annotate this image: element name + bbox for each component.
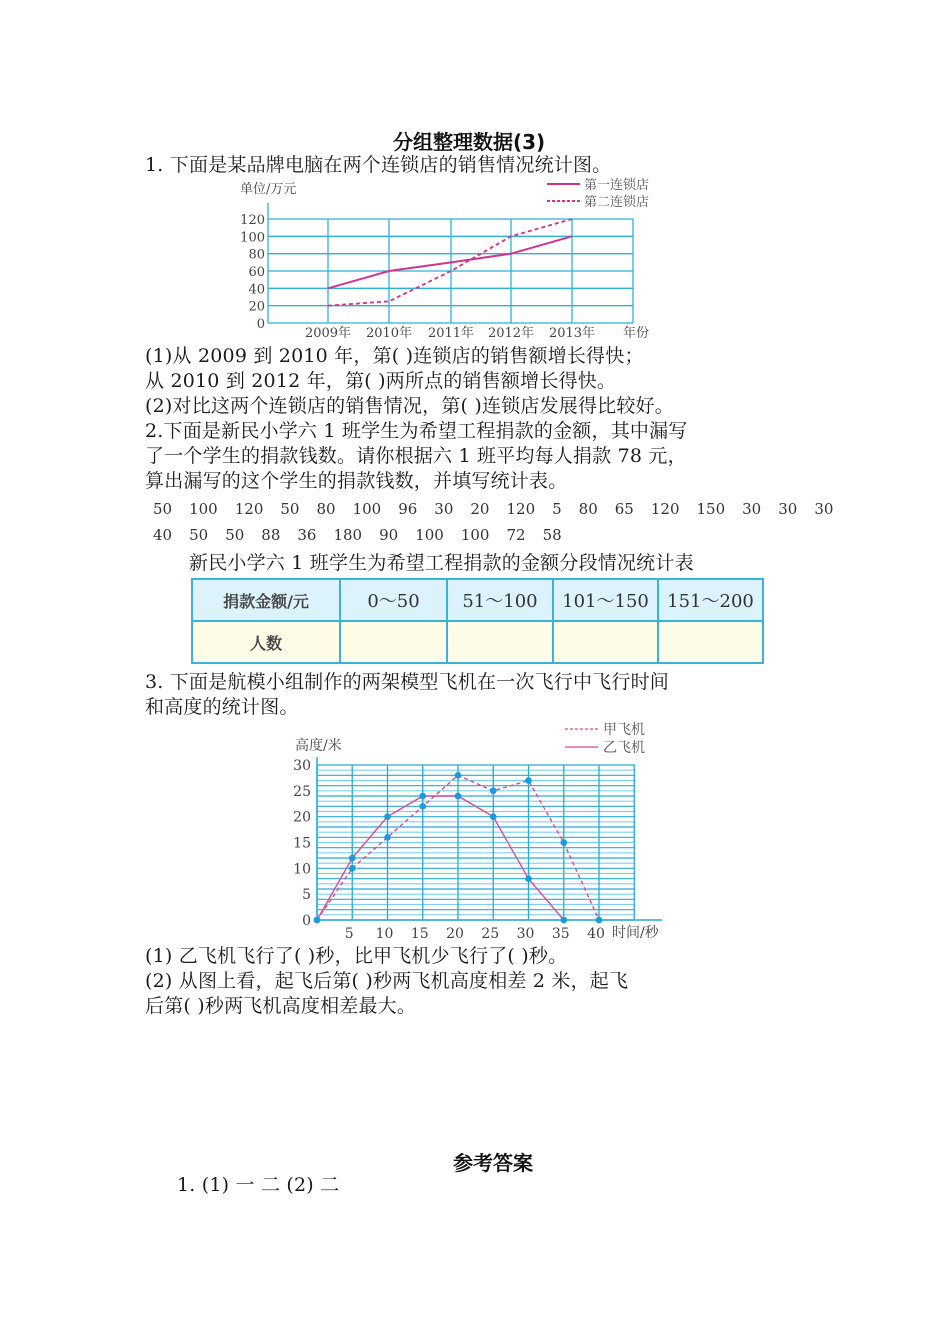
donation-value: 120: [234, 500, 264, 518]
page-title: 分组整理数据(3): [393, 130, 546, 154]
donation-value: 80: [316, 500, 336, 518]
chart2-legend: [565, 721, 645, 756]
donation-value: 72: [506, 526, 526, 544]
donation-value: 50: [225, 526, 245, 544]
donation-values-row2: [153, 526, 579, 544]
donation-value: 120: [506, 500, 536, 518]
table-title: 新民小学六 1 班学生为希望工程捐款的金额分段情况统计表: [189, 552, 694, 574]
donation-value: 30: [434, 500, 454, 518]
q2-stem-line3: 算出漏写的这个学生的捐款钱数，并填写统计表。: [145, 470, 568, 492]
svg-text:30: 30: [516, 926, 535, 942]
row-label-cell: 人数: [192, 621, 340, 663]
donation-value: 150: [696, 500, 726, 518]
svg-text:时间/秒: 时间/秒: [612, 925, 659, 941]
count-cell[interactable]: [553, 621, 658, 663]
svg-text:2013年: 2013年: [548, 326, 596, 341]
donation-value: 100: [415, 526, 444, 544]
donation-value: 90: [379, 526, 399, 544]
donation-value: 96: [398, 500, 418, 518]
donation-value: 58: [542, 526, 562, 544]
range-cell: 151～200: [658, 579, 763, 621]
svg-text:40: 40: [587, 926, 605, 942]
svg-text:40: 40: [248, 282, 265, 298]
donation-value: 100: [189, 500, 218, 518]
chart1-lines: [328, 219, 572, 306]
svg-text:15: 15: [293, 835, 311, 852]
header-label-cell: 捐款金额/元: [192, 579, 340, 621]
donation-value: 80: [578, 500, 598, 518]
svg-text:第二连锁店: 第二连锁店: [584, 195, 650, 210]
donation-value: 36: [297, 526, 317, 544]
svg-text:高度/米: 高度/米: [295, 738, 342, 754]
svg-text:第一连锁店: 第一连锁店: [584, 178, 650, 193]
svg-text:2009年: 2009年: [304, 326, 352, 341]
donation-value: 88: [261, 526, 281, 544]
q2-stem-line1: 2.下面是新民小学六 1 班学生为希望工程捐款的金额，其中漏写: [145, 420, 688, 442]
svg-text:0: 0: [256, 317, 265, 332]
svg-text:20: 20: [248, 299, 265, 315]
q1-sub1-line2: 从 2010 到 2012 年，第( )两所点的销售额增长得快。: [145, 370, 617, 392]
donation-stat-table: [191, 578, 764, 664]
svg-text:15: 15: [410, 926, 429, 942]
donation-value: 40: [153, 526, 173, 544]
svg-text:0: 0: [302, 913, 311, 929]
flight-line-chart: [285, 715, 675, 945]
svg-text:35: 35: [551, 926, 570, 942]
svg-text:5: 5: [344, 926, 354, 942]
donation-value: 30: [814, 500, 834, 518]
svg-text:25: 25: [293, 783, 311, 800]
donation-value: 30: [778, 500, 798, 518]
range-cell: 51～100: [447, 579, 553, 621]
donation-value: 30: [742, 500, 762, 518]
donation-value: 100: [460, 526, 490, 544]
q3-sub1: (1) 乙飞机飞行了( )秒，比甲飞机少飞行了( )秒。: [145, 945, 568, 967]
svg-text:10: 10: [293, 861, 311, 878]
svg-text:25: 25: [481, 926, 500, 942]
q1-sub1-line1: (1)从 2009 到 2010 年，第( )连锁店的销售额增长得快；: [145, 345, 644, 367]
range-cell: 101～150: [553, 579, 658, 621]
svg-text:120: 120: [240, 213, 265, 228]
q3-sub2-line2: 后第( )秒两飞机高度相差最大。: [145, 995, 417, 1017]
svg-text:30: 30: [293, 758, 311, 774]
chart2-labels: [293, 737, 660, 942]
svg-text:乙飞机: 乙飞机: [603, 740, 645, 756]
q3-stem-line2: 和高度的统计图。: [145, 696, 299, 718]
donation-value: 50: [153, 500, 173, 518]
svg-text:100: 100: [240, 230, 265, 246]
count-cell[interactable]: [340, 621, 447, 663]
chart1-legend: [547, 177, 649, 210]
sales-line-chart: [230, 172, 670, 344]
donation-value: 50: [280, 500, 300, 518]
count-cell[interactable]: [658, 621, 763, 663]
svg-text:80: 80: [248, 247, 265, 263]
table-header-row: [192, 579, 763, 621]
donation-value: 5: [552, 500, 562, 518]
series-line: [328, 236, 572, 288]
svg-text:2010年: 2010年: [365, 326, 413, 341]
svg-text:2011年: 2011年: [427, 326, 475, 341]
q3-sub2-line1: (2) 从图上看，起飞后第( )秒两飞机高度相差 2 米，起飞: [145, 970, 629, 992]
svg-text:20: 20: [293, 809, 311, 826]
count-cell[interactable]: [447, 621, 553, 663]
svg-text:2012年: 2012年: [487, 326, 535, 341]
donation-value: 180: [333, 526, 363, 544]
donation-value: 50: [189, 526, 209, 544]
svg-text:甲飞机: 甲飞机: [603, 722, 645, 738]
svg-text:年份: 年份: [622, 326, 650, 341]
donation-value: 120: [650, 500, 680, 518]
table-count-row: [192, 621, 763, 663]
range-cell: 0～50: [340, 579, 447, 621]
svg-text:60: 60: [248, 265, 265, 280]
svg-text:10: 10: [375, 926, 394, 942]
svg-text:单位/万元: 单位/万元: [240, 182, 297, 197]
q2-stem-line2: 了一个学生的捐款钱数。请你根据六 1 班平均每人捐款 78 元，: [145, 445, 687, 467]
svg-text:20: 20: [446, 926, 464, 942]
q3-stem-line1: 3. 下面是航模小组制作的两架模型飞机在一次飞行中飞行时间: [145, 671, 669, 693]
q1-stem: 1. 下面是某品牌电脑在两个连锁店的销售情况统计图。: [145, 154, 612, 176]
donation-value: 20: [470, 500, 490, 518]
donation-values-row1: [153, 500, 850, 518]
svg-text:5: 5: [302, 887, 311, 904]
donation-value: 100: [352, 500, 382, 518]
q1-sub2: (2)对比这两个连锁店的销售情况，第( )连锁店发展得比较好。: [145, 395, 674, 417]
answers-title: 参考答案: [453, 1151, 533, 1175]
donation-value: 65: [614, 500, 634, 518]
answers-line1: 1. (1) 一 二 (2) 二: [177, 1174, 340, 1196]
